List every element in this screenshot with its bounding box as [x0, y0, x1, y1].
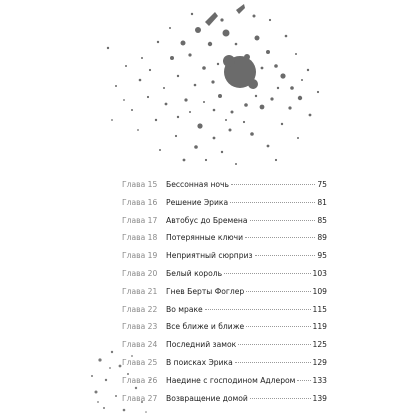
toc-page-number: 75	[317, 180, 327, 189]
toc-chapter-number: Глава 22	[122, 304, 158, 314]
toc-page-number: 115	[312, 304, 327, 314]
toc-dot-leader	[250, 220, 316, 221]
toc-chapter-number: Глава 16	[122, 197, 158, 207]
toc-dot-leader	[231, 184, 315, 185]
toc-page-number: 95	[317, 251, 327, 261]
toc-page-number: 103	[312, 268, 327, 278]
toc-entry	[122, 198, 327, 216]
toc-dot-leader	[297, 380, 310, 381]
toc-page-number: 119	[312, 322, 327, 332]
toc-chapter-title: Все ближе и ближе	[166, 322, 245, 332]
toc-chapter-title: Гнев Берты Фоглер	[166, 286, 245, 296]
toc-entry	[122, 358, 327, 376]
toc-page-number: 85	[317, 215, 327, 225]
toc-chapter-number: Глава 17	[122, 215, 158, 225]
toc-chapter-number: Глава 18	[122, 233, 158, 243]
toc-dot-leader	[235, 362, 311, 363]
toc-entry	[122, 251, 327, 269]
toc-entry	[122, 233, 327, 251]
toc-chapter-title: Наедине с господином Адлером	[166, 375, 296, 385]
toc-chapter-title: В поисках Эрика	[166, 357, 233, 367]
toc-entry	[122, 340, 327, 358]
toc-entry	[122, 287, 327, 305]
toc-dot-leader	[246, 291, 310, 292]
toc-dot-leader	[224, 273, 310, 274]
toc-dot-leader	[238, 344, 310, 345]
toc-entry	[122, 376, 327, 394]
toc-chapter-number: Глава 26	[122, 375, 158, 385]
toc-entry	[122, 180, 327, 198]
toc-dot-leader	[205, 309, 311, 310]
toc-page-number: 129	[312, 357, 327, 367]
toc-page-number: 139	[312, 393, 327, 403]
toc-page-number: 125	[312, 340, 327, 350]
toc-chapter-title: Во мраке	[166, 304, 203, 314]
toc-dot-leader	[246, 326, 310, 327]
toc-chapter-title: Последний замок	[166, 340, 237, 350]
toc-chapter-number: Глава 20	[122, 268, 158, 278]
toc-page-number: 81	[317, 197, 327, 207]
toc-chapter-number: Глава 27	[122, 393, 158, 403]
toc-page-number: 89	[317, 233, 327, 243]
toc-chapter-number: Глава 21	[122, 286, 158, 296]
toc-dot-leader	[255, 255, 316, 256]
toc-dot-leader	[250, 398, 311, 399]
toc-chapter-title: Белый король	[166, 268, 223, 278]
toc-entry	[122, 394, 327, 412]
toc-page-number: 109	[312, 286, 327, 296]
toc-dot-leader	[245, 237, 315, 238]
toc-entry	[122, 216, 327, 234]
toc-chapter-title: Бессонная ночь	[166, 180, 230, 189]
toc-chapter-title: Возвращение домой	[166, 393, 248, 403]
toc-chapter-number: Глава 19	[122, 251, 158, 261]
toc-entry	[122, 269, 327, 287]
toc-page-number: 133	[312, 375, 327, 385]
toc-entry	[122, 305, 327, 323]
toc-chapter-title: Решение Эрика	[166, 197, 229, 207]
toc-chapter-number: Глава 15	[122, 180, 158, 189]
toc-dot-leader	[230, 202, 315, 203]
toc-chapter-number: Глава 24	[122, 340, 158, 350]
toc-chapter-title: Потерянные ключи	[166, 233, 244, 243]
toc-chapter-title: Автобус до Бремена	[166, 215, 248, 225]
toc-entry	[122, 322, 327, 340]
toc-chapter-title: Неприятный сюрприз	[166, 251, 253, 261]
table-of-contents	[122, 180, 327, 411]
toc-chapter-number: Глава 25	[122, 357, 158, 367]
toc-chapter-number: Глава 23	[122, 322, 158, 332]
